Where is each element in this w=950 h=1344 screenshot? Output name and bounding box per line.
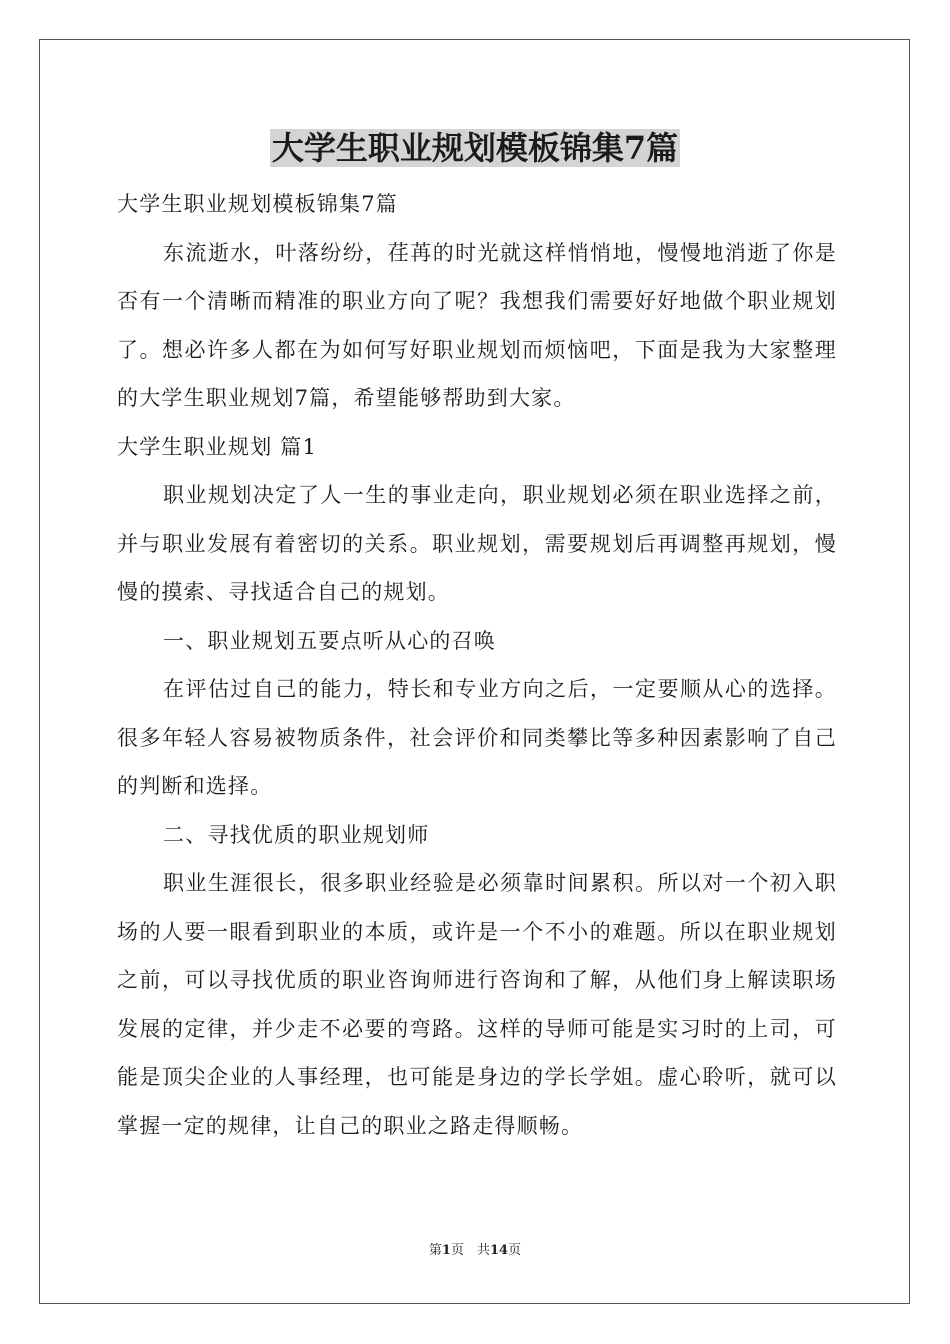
- subsection-heading: 一、职业规划五要点听从心的召唤: [163, 628, 496, 653]
- footer-page-suffix: 页 共: [450, 1243, 490, 1258]
- paragraph: 职业规划决定了人一生的事业走向，职业规划必须在职业选择之前，并与职业发展有着密切的关系。职业规划，需要规划后再调整再规划，慢慢的摸索、寻找适合自己的规划。: [117, 483, 837, 604]
- paragraph: 东流逝水，叶落纷纷，荏苒的时光就这样悄悄地，慢慢地消逝了你是否有一个清晰而精准的职业方向了呢？我想我们需要好好地做个职业规划了。想必许多人都在为如何写好职业规划而烦恼吧，下面是我为大家整理的大学生职业规划7篇，希望能够帮助到大家。: [117, 240, 837, 410]
- paragraph: 大学生职业规划模板锦集7篇: [117, 192, 398, 216]
- paragraph: 在评估过自己的能力，特长和专业方向之后，一定要顺从心的选择。很多年轻人容易被物质条件，社会评价和同类攀比等多种因素影响了自己的判断和选择。: [117, 677, 837, 798]
- footer-page-number: 1: [441, 1243, 451, 1258]
- document-title-text: 大学生职业规划模板锦集7篇: [271, 129, 679, 167]
- page-footer: [0, 1242, 950, 1260]
- footer-total-pages: 14: [489, 1243, 509, 1258]
- document-body: [117, 180, 837, 1150]
- footer-total-suffix: 页: [508, 1243, 522, 1258]
- section-heading: 大学生职业规划 篇1: [117, 434, 318, 459]
- footer-prefix: 第: [428, 1243, 442, 1258]
- document-title: [0, 126, 950, 170]
- subsection-heading: 二、寻找优质的职业规划师: [163, 822, 430, 847]
- paragraph: 职业生涯很长，很多职业经验是必须靠时间累积。所以对一个初入职场的人要一眼看到职业的本质，或许是一个不小的难题。所以在职业规划之前，可以寻找优质的职业咨询师进行咨询和了解，从他们身上解读职场发展的定律，并少走不必要的弯路。这样的导师可能是实习时的上司，可能是顶尖企业的人事经理，也可能是身边的学长学姐。虚心聆听，就可以掌握一定的规律，让自己的职业之路走得顺畅。: [117, 871, 837, 1138]
